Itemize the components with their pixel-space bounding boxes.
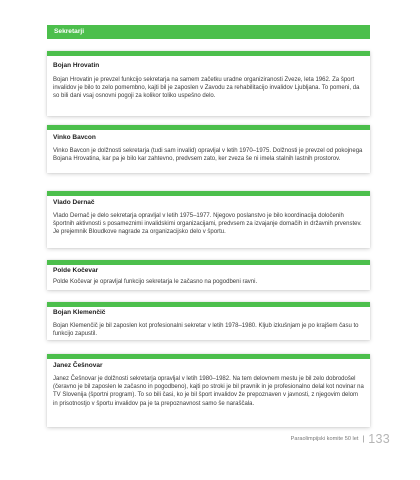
entry-card-vinko-bavcon [47, 125, 370, 173]
entry-name: Vinko Bavcon [53, 134, 96, 141]
entry-card-janez-cesnovar [47, 354, 370, 427]
entry-name: Bojan Hrovatin [53, 62, 100, 69]
entry-name: Polde Kočevar [53, 267, 99, 274]
card-accent-bar [47, 51, 370, 56]
section-title: Sekretarji [47, 25, 370, 39]
entry-name: Vlado Dernač [53, 199, 95, 206]
entry-text: Bojan Hrovatin je prevzel funkcijo sekretarja na samem začetku uradne organiziranosti Zveze, leta 1962. Za šport invalidov je bilo to zelo pomembno, kajti bil je zaposlen v Zavodu za rehabilitacijo invalidov Ljubljana. To pomeni, da so bili dani vsaj osnovni pogoji za kolikor toliko uspešno delo. [53, 77, 360, 100]
entry-name: Janez Češnovar [53, 362, 103, 369]
entry-card-bojan-hrovatin [47, 51, 370, 116]
footer-separator: | [362, 435, 365, 443]
card-accent-bar [47, 260, 370, 265]
entry-text: Bojan Klemenčič je bil zaposlen kot profesionalni sekretar v letih 1978–1980. Kljub izkušnjam je po krajšem času to funkcijo zapustil. [53, 323, 359, 338]
entry-name: Bojan Klemenčič [53, 309, 106, 316]
footer-title: Paraolimpijski komite 50 let [290, 436, 359, 442]
entry-card-vlado-dernac [47, 191, 370, 248]
card-accent-bar [47, 191, 370, 196]
entry-text: Polde Kočevar je opravljal funkcijo sekretarja le začasno na pogodbeni ravni. [53, 279, 258, 285]
card-accent-bar [47, 302, 370, 307]
card-accent-bar [47, 354, 370, 359]
entry-card-polde-kocevar [47, 260, 370, 290]
page-footer [291, 432, 390, 446]
entry-text: Janez Češnovar je dolžnosti sekretarja opravljal v letih 1980–1982. Na tem delovnem mestu je bil zelo dobrodošel (čeravno je bil zaposlen le začasno in pogodbeno), kajti po stroki je bil pravnik in je profesionalno delal kot novinar na TV Slovenija (športni program). To so bili časi, ko je bil šport invalidov že prepoznaven v javnosti, z njegovim delom in prisotnostjo v športu invalidov pa je ta prepoznavnost samo še naraščala. [53, 376, 364, 407]
page-number: 133 [368, 432, 390, 446]
entry-card-bojan-klemencic [47, 302, 370, 340]
entry-text: Vlado Dernač je delo sekretarja opravljal v letih 1975–1977. Njegovo poslanstvo je bilo koordinacija določenih športnih aktivnosti s posameznimi invalidskimi organizacijami, predvsem za izvajanje domačih in državnih prvenstev. Je prejemnik Bloudkove nagrade za organizacijsko delo v športu. [53, 213, 362, 236]
entry-text: Vinko Bavcon je dolžnosti sekretarja (tudi sam invalid) opravljal v letih 1970–1975. Dolžnosti je prevzel od pokojnega Bojana Hrovatina, kar pa je bilo kar zahtevno, predvsem zato, ker zveza še ni imela stalnih lastnih prostorov. [53, 148, 363, 163]
card-accent-bar [47, 125, 370, 130]
